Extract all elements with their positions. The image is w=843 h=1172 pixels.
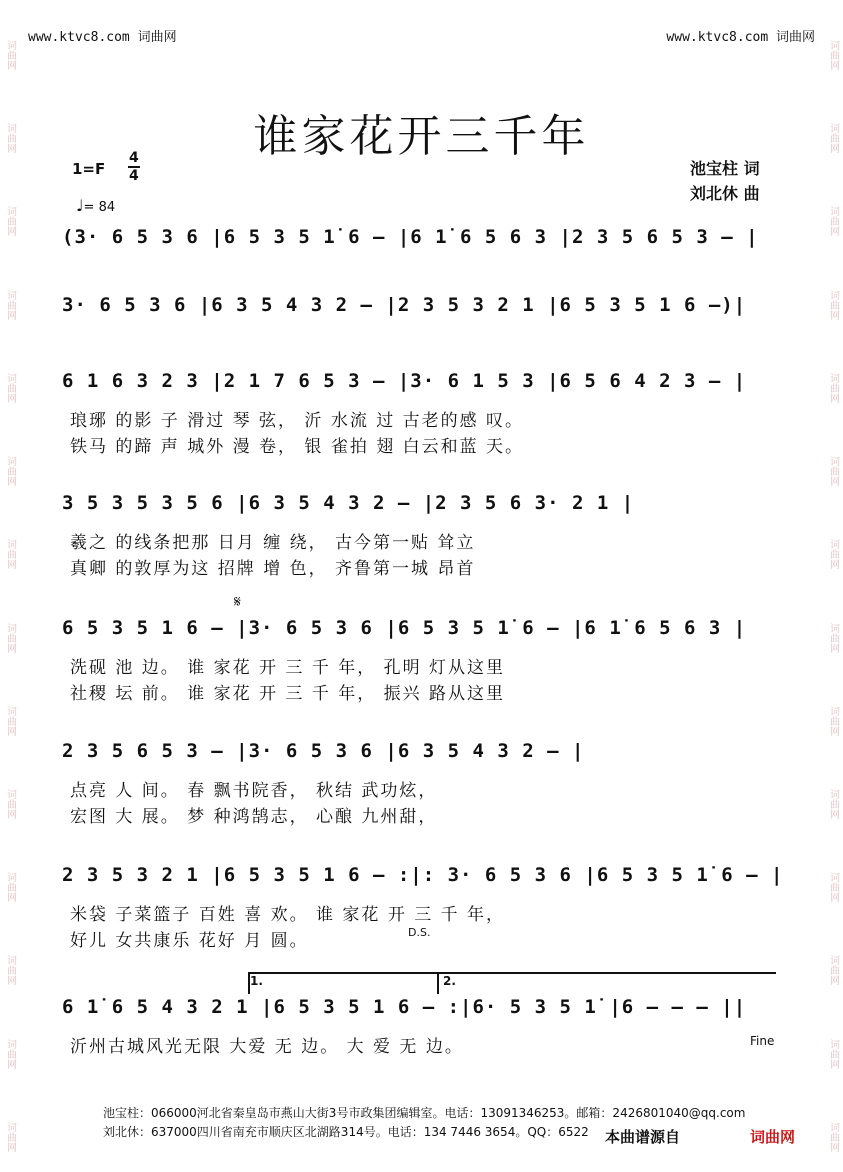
lyric-verse-1: 米袋 子菜篮子 百姓 喜 欢。 谁 家花 开 三 千 年， — [70, 905, 506, 925]
ds-mark: D.S. — [408, 926, 431, 939]
footer-lyricist-contact: 池宝柱：066000河北省秦皇岛市燕山大街3号市政集团编辑室。电话：13091346253。邮箱：2426801040@qq.com — [103, 1106, 746, 1120]
watermark-text: 词曲网 — [4, 456, 16, 487]
lyric-verse-1: 点亮 人 间。 春 飘书院香， 秋结 武功炫， — [70, 781, 438, 801]
tempo-value: = 84 — [83, 200, 116, 215]
watermark-text: 词曲网 — [4, 622, 16, 653]
watermark-text: 词曲网 — [827, 539, 839, 570]
watermark-text: 词曲网 — [4, 539, 16, 570]
composer-credit: 刘北休 曲 — [690, 184, 760, 203]
lyric-verse-2: 真卿 的敦厚为这 招牌 增 色， 齐鲁第一城 昂首 — [70, 559, 476, 579]
notation-line: 3· 6 5 3 6 |6 3 5 4 3 2 – |2 3 5 3 2 1 |6 5 3 5 1 6 –)| — [62, 294, 747, 316]
watermark-text: 词曲网 — [827, 289, 839, 320]
watermark-text: 词曲网 — [4, 289, 16, 320]
watermark-text: 词曲网 — [827, 123, 839, 154]
watermark-text: 词曲网 — [4, 206, 16, 237]
watermark-text: 词曲网 — [4, 1038, 16, 1069]
watermark-text: 词曲网 — [4, 372, 16, 403]
watermark-text: 词曲网 — [827, 206, 839, 237]
watermark-text: 词曲网 — [4, 123, 16, 154]
notation-line: 2 3 5 6 5 3 – |3· 6 5 3 6 |6 3 5 4 3 2 – | — [62, 740, 585, 762]
lyric-verse-2: 宏图 大 展。 梦 种鸿鹄志， 心酿 九州甜， — [70, 807, 438, 827]
watermark-text: 词曲网 — [827, 788, 839, 819]
watermark-column-left — [3, 40, 17, 1152]
footer-composer-contact: 刘北休：637000四川省南充市顺庆区北湖路314号。电话：134 7446 3654。QQ：6522 — [103, 1125, 589, 1139]
lyric-verse-1: 沂州古城风光无限 大爱 无 边。 大 爱 无 边。 — [70, 1037, 464, 1057]
lyric-verse-2: 好儿 女共康乐 花好 月 圆。 — [70, 931, 309, 951]
lyric-verse-1: 羲之 的线条把那 日月 缠 绕， 古今第一贴 耸立 — [70, 533, 476, 553]
segno-mark: 𝄋 — [234, 592, 241, 611]
watermark-text: 词曲网 — [4, 872, 16, 903]
watermark-text: 词曲网 — [4, 1121, 16, 1152]
key-signature: 1=F — [72, 160, 106, 178]
volta-bracket-2-edge — [437, 972, 439, 994]
second-ending-label: 2. — [443, 974, 456, 988]
quarter-note-icon: ♩ — [76, 196, 84, 215]
time-signature-bottom: 4 — [129, 168, 139, 184]
lyric-verse-1: 琅琊 的影 子 滑过 琴 弦， 沂 水流 过 古老的感 叹。 — [70, 411, 525, 431]
notation-line: 6 1 6 3 2 3 |2 1 7 6 5 3 – |3· 6 1 5 3 |6 5 6 4 2 3 – | — [62, 370, 747, 392]
tempo-marking — [76, 196, 115, 215]
watermark-text: 词曲网 — [827, 1038, 839, 1069]
first-ending-label: 1. — [250, 974, 263, 988]
watermark-text: 词曲网 — [827, 955, 839, 986]
lyricist-credit: 池宝柱 词 — [690, 159, 760, 178]
watermark-text: 词曲网 — [827, 40, 839, 70]
volta-bracket-line — [248, 972, 776, 974]
lyric-verse-2: 社稷 坛 前。 谁 家花 开 三 千 年， 振兴 路从这里 — [70, 684, 506, 704]
notation-line: 6 5 3 5 1 6 – |3· 6 5 3 6 |6 5 3 5 1̇ 6 – |6 1̇ 6 5 6 3 | — [62, 617, 747, 639]
watermark-text: 词曲网 — [4, 788, 16, 819]
watermark-text: 词曲网 — [827, 1121, 839, 1152]
notation-line: 2 3 5 3 2 1 |6 5 3 5 1 6 – :|: 3· 6 5 3 6 |6 5 3 5 1̇ 6 – | — [62, 864, 784, 886]
watermark-text: 词曲网 — [4, 705, 16, 736]
watermark-text: 词曲网 — [827, 622, 839, 653]
lyric-verse-2: 铁马 的蹄 声 城外 漫 卷， 银 雀拍 翅 白云和蓝 天。 — [70, 437, 525, 457]
fine-mark: Fine — [750, 1034, 775, 1048]
lyric-verse-1: 洗砚 池 边。 谁 家花 开 三 千 年， 孔明 灯从这里 — [70, 658, 506, 678]
watermark-text: 词曲网 — [827, 456, 839, 487]
header-url-left[interactable]: www.ktvc8.com 词曲网 — [28, 30, 177, 45]
watermark-text: 词曲网 — [827, 372, 839, 403]
watermark-column-right — [826, 40, 840, 1152]
source-label: 本曲谱源自 — [605, 1128, 681, 1146]
notation-line: 3 5 3 5 3 5 6 |6 3 5 4 3 2 – |2 3 5 6 3· 2 1 | — [62, 492, 635, 514]
watermark-text: 词曲网 — [827, 872, 839, 903]
time-signature — [128, 150, 140, 184]
watermark-text: 词曲网 — [4, 40, 16, 70]
notation-line: (3· 6 5 3 6 |6 5 3 5 1̇ 6 – |6 1̇ 6 5 6 3 |2 3 5 6 5 3 – | — [62, 226, 759, 248]
notation-line: 6 1̇ 6 5 4 3 2 1 |6 5 3 5 1 6 – :|6· 5 3 5 1̇ |6 – – – || — [62, 996, 747, 1018]
time-signature-top: 4 — [129, 150, 139, 166]
header-url-right[interactable]: www.ktvc8.com 词曲网 — [666, 30, 815, 45]
song-title: 谁家花开三千年 — [253, 111, 590, 162]
brand-logo-text[interactable]: 词曲网 — [750, 1128, 796, 1146]
watermark-text: 词曲网 — [4, 955, 16, 986]
watermark-text: 词曲网 — [827, 705, 839, 736]
